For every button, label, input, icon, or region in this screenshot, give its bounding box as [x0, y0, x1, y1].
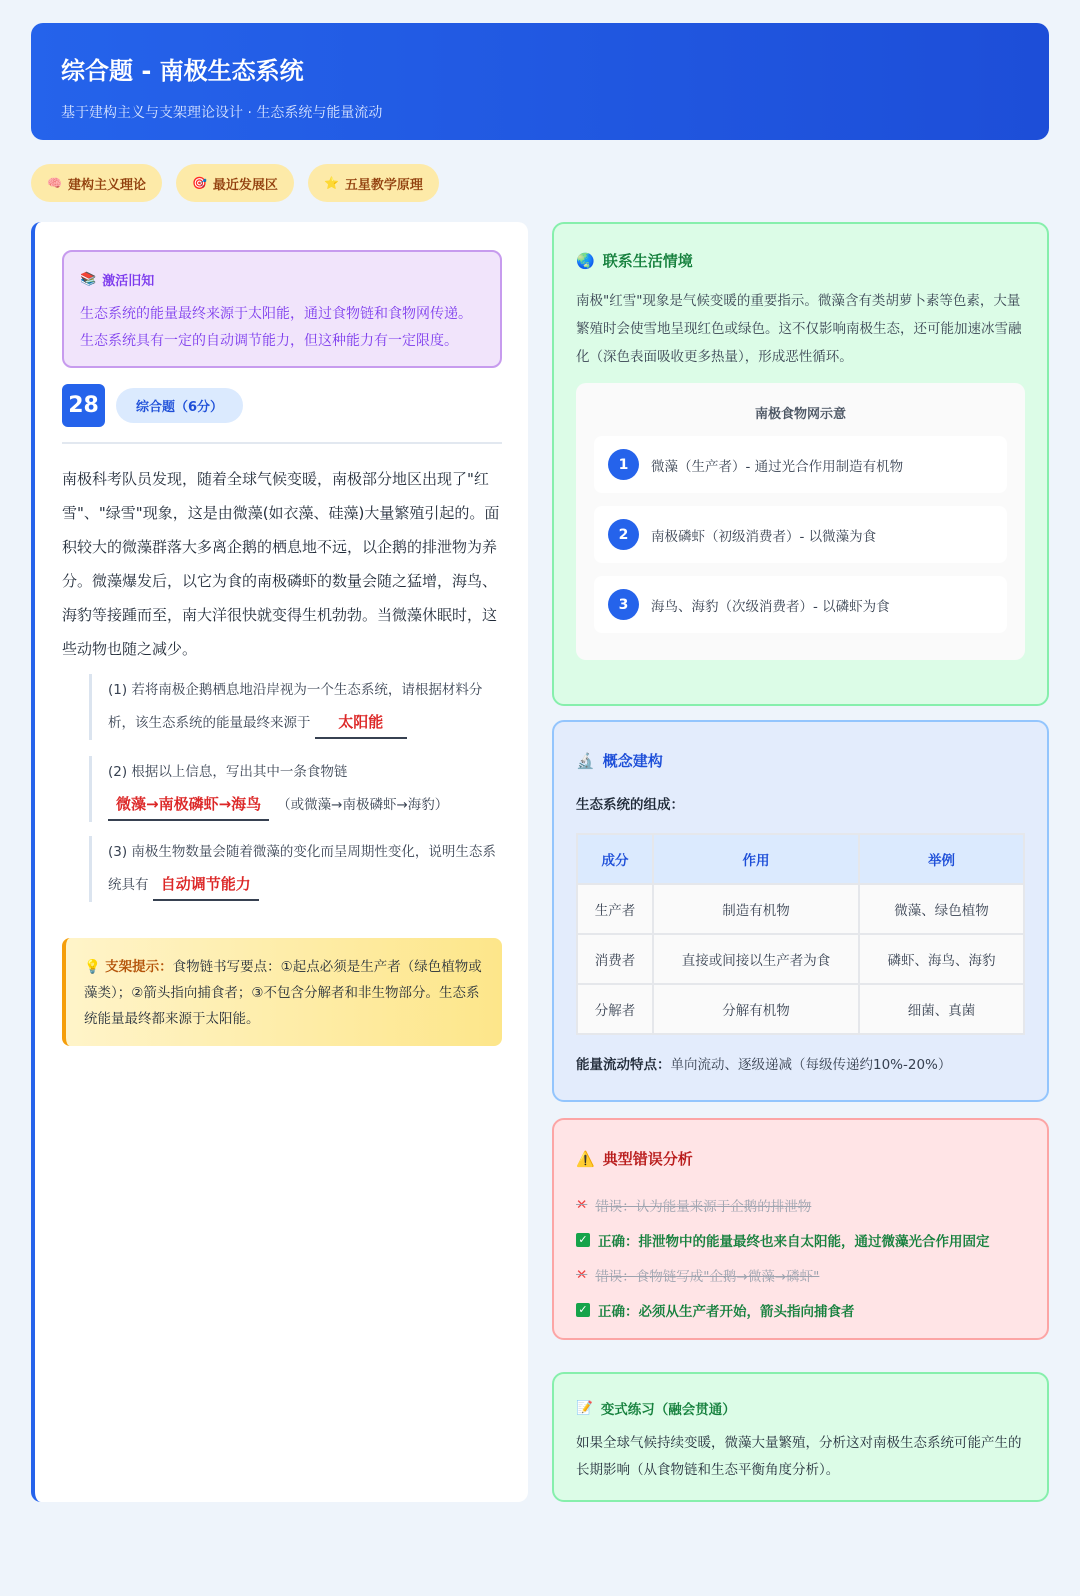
answer-2-alternative: （或微藻→南极磷虾→海豹） [277, 797, 449, 813]
practice-body: 如果全球气候持续变暖，微藻大量繁殖，分析这对南极生态系统可能产生的长期影响（从食物链和生态平衡角度分析）。 [576, 1435, 1022, 1478]
variant-practice-card [552, 1372, 1049, 1502]
error-item-wrong [576, 1187, 1025, 1222]
question-panel [31, 222, 528, 1502]
table-cell: 分解者 [578, 985, 652, 1033]
page-title: 综合题 - 南极生态系统 [61, 57, 304, 85]
table-cell: 制造有机物 [654, 885, 858, 933]
correct-text: 正确：排泄物中的能量最终也来自太阳能，通过微藻光合作用固定 [598, 1233, 990, 1250]
question-stem: 南极科考队员发现，随着全球气候变暖，南极部分地区出现了"红雪"、"绿雪"现象，这是由微藻(如衣藻、硅藻)大量繁殖引起的。面积较大的微藻群落大多离企鹅的栖息地不远，以企鹅的排泄物为养分。微藻爆发后，以它为食的南极磷虾的数量会随之猛增，海鸟、海豹等接踵而至，南大洋很快就变得生机勃勃。当微藻休眠时，这些动物也随之减少。 [62, 470, 500, 658]
books-icon: 📚 [80, 272, 97, 287]
lightbulb-icon: 💡 [84, 959, 101, 975]
energy-flow-note [576, 1053, 1025, 1073]
table-row [578, 885, 1023, 933]
food-web-item [594, 436, 1007, 493]
error-list [576, 1187, 1025, 1327]
error-item-correct [576, 1222, 1025, 1257]
step-number: 1 [608, 449, 639, 480]
concept-title: 概念建构 [602, 752, 663, 770]
answer-1[interactable]: 太阳能 [315, 707, 407, 739]
sub-question-1-text: (1) 若将南极企鹅栖息地沿岸视为一个生态系统，请根据材料分析，该生态系统的能量最终来源于 [108, 682, 483, 731]
table-header: 举例 [860, 835, 1023, 883]
table-header-row [578, 835, 1023, 883]
globe-icon: 🌏 [576, 251, 595, 270]
table-header: 作用 [654, 835, 858, 883]
page-header [31, 23, 1049, 140]
warning-icon: ⚠️ [576, 1149, 595, 1168]
food-web-item-text: 微藻（生产者）- 通过光合作用制造有机物 [651, 458, 904, 475]
activate-body: 生态系统的能量最终来源于太阳能，通过食物链和食物网传递。生态系统具有一定的自动调节能力，但这种能力有一定限度。 [80, 306, 472, 349]
sub-question-2-text: (2) 根据以上信息，写出其中一条食物链 [108, 764, 348, 780]
question-type-badge: 综合题（6分） [116, 388, 243, 423]
memo-icon: 📝 [576, 1400, 593, 1416]
microscope-icon: 🔬 [576, 751, 595, 770]
tag-label: 五星教学原理 [344, 177, 423, 193]
sub-question-1 [89, 674, 499, 740]
concept-subtitle: 生态系统的组成： [576, 797, 684, 813]
ecosystem-table [576, 833, 1025, 1035]
brain-icon: 🧠 [47, 176, 62, 190]
tag-label: 建构主义理论 [67, 177, 146, 193]
table-cell: 细菌、真菌 [860, 985, 1023, 1033]
table-row [578, 935, 1023, 983]
tag-zpd[interactable] [176, 164, 294, 202]
concept-card [552, 720, 1049, 1102]
sub-question-3-text: (3) 南极生物数量会随着微藻的变化而呈周期性变化，说明生态系统具有 [108, 844, 496, 893]
error-text: 错误：食物链写成"企鹅→微藻→磷虾" [595, 1268, 820, 1285]
table-cell: 直接或间接以生产者为食 [654, 935, 858, 983]
tag-constructivism[interactable] [31, 164, 162, 202]
table-row [578, 985, 1023, 1033]
correct-text: 正确：必须从生产者开始，箭头指向捕食者 [598, 1303, 855, 1320]
step-number: 2 [608, 519, 639, 550]
error-item-wrong [576, 1257, 1025, 1292]
target-icon: 🎯 [191, 176, 207, 190]
error-analysis-card [552, 1118, 1049, 1340]
food-web-item-text: 海鸟、海豹（次级消费者）- 以磷虾为食 [651, 598, 890, 615]
answer-2[interactable]: 微藻→南极磷虾→海鸟 [108, 789, 269, 821]
theory-tags [31, 164, 439, 202]
question-number: 28 [62, 384, 105, 427]
answer-3[interactable]: 自动调节能力 [153, 869, 259, 901]
table-cell: 磷虾、海鸟、海豹 [860, 935, 1023, 983]
food-web-item [594, 506, 1007, 563]
food-web-item [594, 576, 1007, 633]
errors-title: 典型错误分析 [602, 1150, 693, 1168]
table-cell: 分解有机物 [654, 985, 858, 1033]
sub-question-2 [89, 756, 499, 822]
page-subtitle: 基于建构主义与支架理论设计 · 生态系统与能量流动 [61, 105, 383, 121]
cross-icon: ✕ [576, 1266, 588, 1283]
tag-label: 最近发展区 [212, 177, 278, 193]
error-text: 错误：认为能量来源于企鹅的排泄物 [595, 1198, 812, 1215]
error-item-correct [576, 1292, 1025, 1327]
sub-question-3 [89, 836, 499, 902]
table-cell: 生产者 [578, 885, 652, 933]
food-web-title: 南极食物网示意 [754, 407, 846, 422]
table-cell: 微藻、绿色植物 [860, 885, 1023, 933]
activate-prior-knowledge [62, 250, 502, 368]
food-web-item-text: 南极磷虾（初级消费者）- 以微藻为食 [651, 528, 877, 545]
energy-text: 单向流动、逐级递减（每级传递约10%-20%） [670, 1057, 952, 1073]
cross-icon: ✕ [576, 1196, 588, 1213]
practice-title: 变式练习（融会贯通） [600, 1402, 736, 1418]
table-cell: 消费者 [578, 935, 652, 983]
life-body: 南极"红雪"现象是气候变暖的重要指示。微藻含有类胡萝卜素等色素，大量繁殖时会使雪地呈现红色或绿色。这不仅影响南极生态，还可能加速冰雪融化（深色表面吸收更多热量），形成恶性循环。 [576, 293, 1022, 365]
life-title: 联系生活情境 [602, 252, 693, 270]
table-header: 成分 [578, 835, 652, 883]
scaffold-hint [62, 938, 502, 1046]
divider [62, 442, 502, 444]
check-icon: ✓ [576, 1233, 590, 1247]
scaffold-label: 支架提示： [105, 959, 173, 975]
step-number: 3 [608, 589, 639, 620]
food-web-diagram [576, 383, 1025, 660]
star-icon: ⭐ [323, 176, 339, 190]
scaffold-body: 食物链书写要点：①起点必须是生产者（绿色植物或藻类）；②箭头指向捕食者；③不包含分解者和非生物部分。生态系统能量最终都来源于太阳能。 [84, 959, 482, 1027]
activate-title: 激活旧知 [102, 274, 155, 289]
tag-five-star[interactable] [308, 164, 439, 202]
life-context-card [552, 222, 1049, 706]
check-icon: ✓ [576, 1303, 590, 1317]
energy-label: 能量流动特点： [576, 1057, 671, 1073]
